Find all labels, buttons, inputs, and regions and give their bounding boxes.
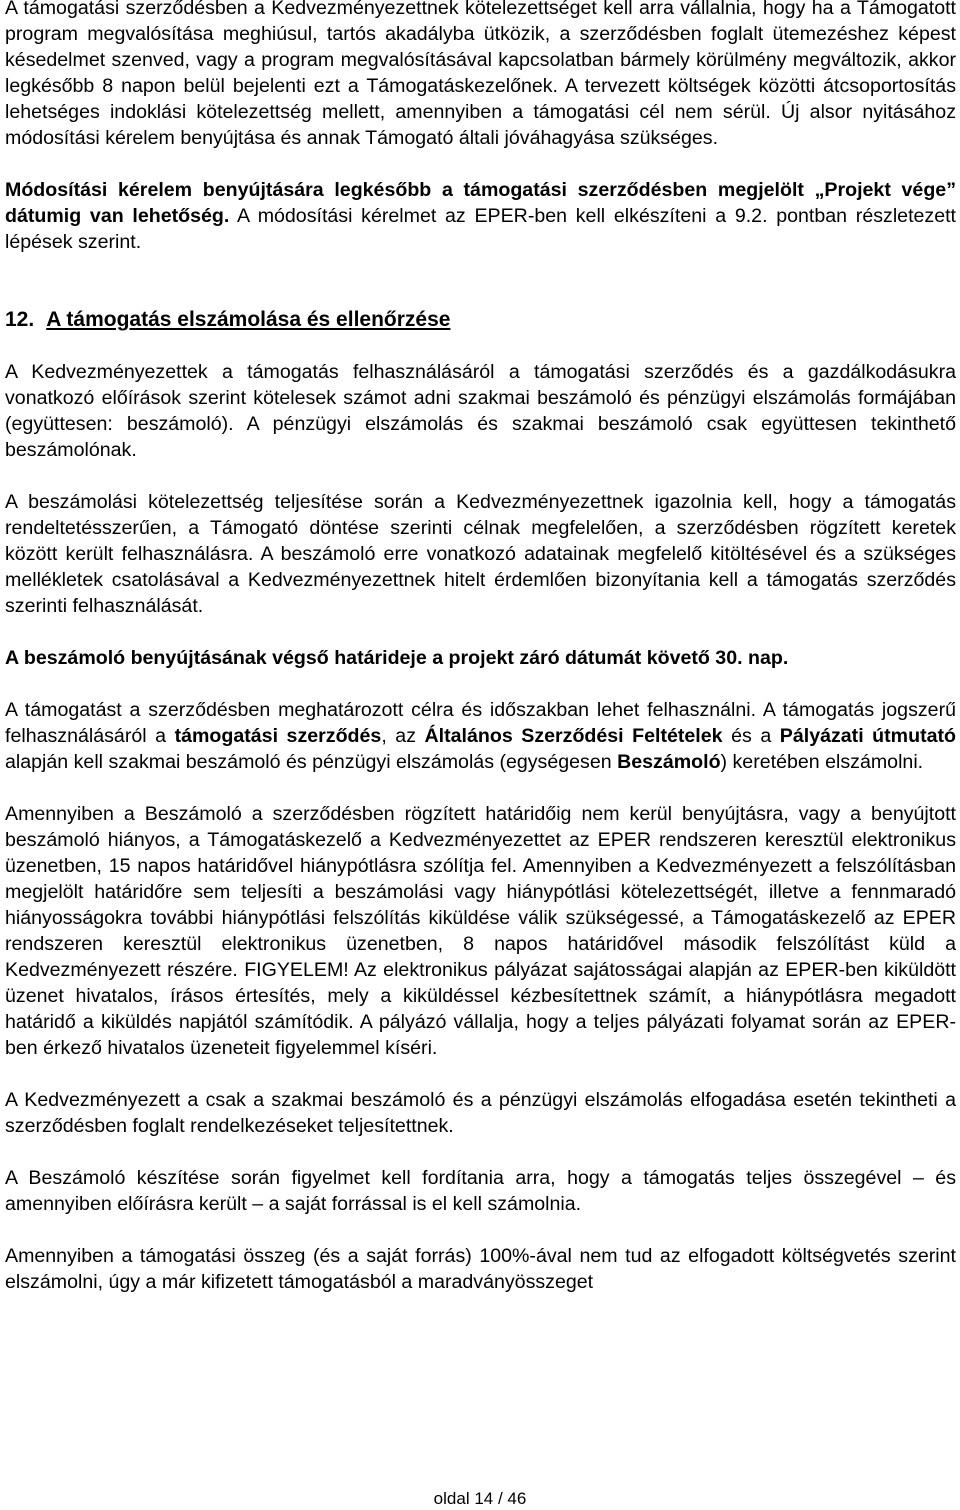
paragraph-text: és a xyxy=(722,725,780,747)
bold-text: Módosítási kérelem benyújtására legkésőbb a támogatási szerződésben megjelölt „Projekt vége” dátumig van lehetőség. xyxy=(5,179,956,227)
paragraph-text: , az xyxy=(381,725,425,747)
paragraph-acceptance xyxy=(5,1087,956,1139)
section-title: A támogatás elszámolása és ellenőrzése xyxy=(46,308,451,331)
paragraph-deadline xyxy=(5,645,956,671)
paragraph-remainder xyxy=(5,1243,956,1295)
bold-text: A beszámoló benyújtásának végső határideje a projekt záró dátumát követő 30. nap. xyxy=(5,647,789,669)
paragraph-deficiency-process xyxy=(5,801,956,1061)
paragraph-text: A támogatási szerződésben a Kedvezményezettnek kötelezettséget kell arra vállalnia, hogy ha a Támogatott program megvalósítása meghiúsul, tartós akadályba ütközik, a szerződésben foglalt ütemezéshez képest késedelmet szenved, vagy a program megvalósításával kapcsolatban bármely körülmény megváltozik, akkor legkésőbb 8 napon belül bejelenti ezt a Támogatáskezelőnek. xyxy=(5,0,956,97)
page-number-footer: oldal 14 / 46 xyxy=(433,1489,527,1508)
bold-text: támogatási szerződés xyxy=(174,725,382,747)
bold-text: Pályázati útmutató xyxy=(779,725,956,747)
paragraph-reporting-proof xyxy=(5,489,956,619)
document-page xyxy=(5,0,956,1295)
bold-text: Általános Szerződési Feltételek xyxy=(424,725,723,747)
paragraph-text: A Kedvezményezett a csak a szakmai beszámoló és a pénzügyi elszámolás elfogadása esetén tekintheti a szerződésben foglalt rendelkezéseket teljesítettnek. xyxy=(5,1089,956,1137)
paragraph-text: A támogatást a szerződésben meghatározott célra és időszakban lehet felhasználni. A támogatás jogszerű felhasználásáról a xyxy=(5,699,956,747)
paragraph-notification-obligation xyxy=(5,0,956,151)
paragraph-text: ) keretében elszámolni. xyxy=(720,751,924,773)
paragraph-usage-rules xyxy=(5,697,956,775)
paragraph-text: A módosítási kérelmet az EPER-ben kell elkészíteni a 9.2. pontban részletezett lépések szerint. xyxy=(5,205,956,253)
paragraph-text: A Beszámoló készítése során figyelmet kell fordítania arra, hogy a támogatás teljes összegével – és amennyiben előírásra került – a saját forrással is el kell számolnia. xyxy=(5,1167,956,1215)
paragraph-text: Amennyiben a támogatási összeg (és a saját forrás) 100%-ával nem tud az elfogadott költségvetés szerint elszámolni, úgy a már kifizetett támogatásból a maradványösszeget xyxy=(5,1245,956,1293)
paragraph-text: A beszámolási kötelezettség teljesítése során a Kedvezményezettnek igazolnia kell, hogy a támogatás rendeltetésszerűen, a Támogató döntése szerinti célnak megfelelően, a szerződésben rögzített keretek között került felhasználásra. xyxy=(5,491,956,565)
paragraph-text: Amennyiben a Beszámoló a szerződésben rögzített határidőig nem kerül benyújtásra, vagy a benyújtott beszámoló hiányos, a Támogatáskezelő a Kedvezményezettet az EPER rendszeren keresztül elektronikus üzenetben, 15 napos határidővel hiánypótlásra szólítja fel. Amennyiben a Kedvezményezett a felszólításban megjelölt határidőre sem teljesíti a beszámolási vagy hiánypótlási kötelezettségét, illetve a fennmaradó hiányosságokra további hiánypótlási felszólítás kiküldése válik szükségessé, a Támogatáskezelő az EPER rendszeren keresztül elektronikus üzenetben, 8 napos határidővel második felszólítást küld a Kedvezményezett részére. FIGYELEM! Az elektronikus pályázat sajátosságai alapján az EPER-ben kiküldött üzenet hivatalos, írásos értesítés, mely a kiküldéssel kézbesítettnek számít, a hiánypótlásra megadott határidő a kiküldés napjától számítódik. A pályázó vállalja, hogy a teljes pályázati folyamat során az EPER-ben érkező hivatalos üzeneteit figyelemmel kíséri. xyxy=(5,803,956,1059)
paragraph-text: A Kedvezményezettek a támogatás felhasználásáról a támogatási szerződés és a gazdálkodásukra vonatkozó előírások szerint kötelesek számot adni szakmai beszámoló és pénzügyi elszámolás formájában (együttesen: beszámoló). xyxy=(5,361,956,435)
section-number: 12. xyxy=(5,308,35,331)
paragraph-text: A beszámoló erre vonatkozó adatainak megfelelő kitöltésével és a szükséges mellékletek csatolásával a Kedvezményezettnek hitelt érdemlően bizonyítania kell a támogatás szerződés szerinti felhasználását. xyxy=(5,543,956,617)
paragraph-text: A pénzügyi elszámolás és szakmai beszámoló csak együttesen tekinthető beszámolónak. xyxy=(5,413,956,461)
paragraph-text: A tervezett költségek közötti átcsoportosítás lehetséges indoklási kötelezettség mellett, amennyiben a támogatási cél nem sérül. Új alsor nyitásához módosítási kérelem benyújtása és annak Támogató általi jóváhagyása szükséges. xyxy=(5,75,957,149)
bold-text: Beszámoló xyxy=(617,751,721,773)
paragraph-modification-request xyxy=(5,177,956,255)
paragraph-reporting-duty xyxy=(5,359,956,463)
paragraph-own-funds xyxy=(5,1165,956,1217)
section-heading xyxy=(5,307,956,333)
paragraph-text: alapján kell szakmai beszámoló és pénzügyi elszámolás (egységesen xyxy=(5,751,618,773)
